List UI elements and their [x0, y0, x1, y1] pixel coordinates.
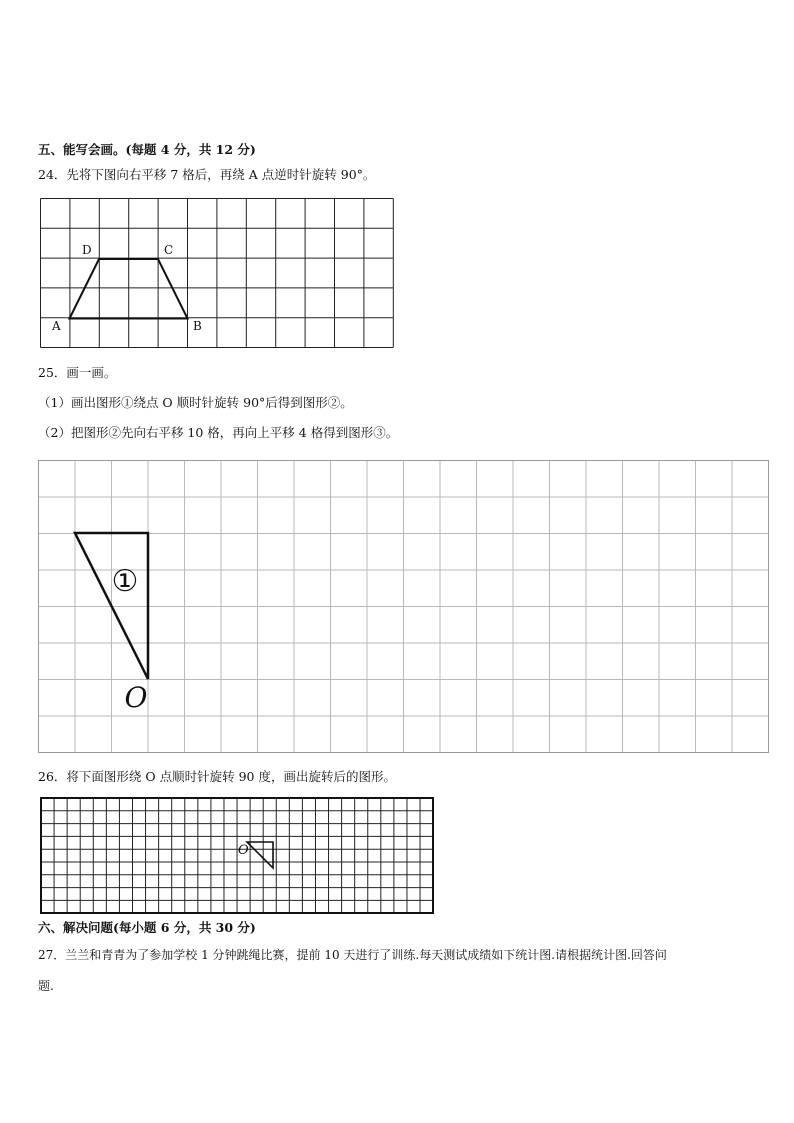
point-label-a: A: [52, 319, 61, 333]
section-six-heading: 六、解决问题(每小题 6 分，共 30 分): [38, 920, 256, 935]
question-26-text: 26．将下面图形绕 O 点顺时针旋转 90 度，画出旋转后的图形。: [38, 769, 396, 784]
question-25-part-2: （2）把图形②先向右平移 10 格，再向上平移 4 格得到图形③。: [38, 425, 399, 440]
point-label-c: C: [164, 243, 174, 257]
question-27-line-1: 27．兰兰和青青为了参加学校 1 分钟跳绳比赛，提前 10 天进行了训练.每天测试成绩如下统计图.请根据统计图.回答问: [38, 948, 667, 962]
small-triangle: [247, 842, 273, 868]
point-o-label-26: O: [238, 843, 249, 858]
question-25-part-1: （1）画出图形①绕点 O 顺时针旋转 90°后得到图形②。: [38, 395, 353, 410]
question-24-text: 24．先将下图向右平移 7 格后，再绕 A 点逆时针旋转 90°。: [38, 167, 376, 182]
question-25-grid: [38, 460, 769, 753]
question-24-grid: [40, 198, 394, 348]
question-26-grid: [40, 797, 434, 915]
point-label-b: B: [193, 319, 202, 333]
point-label-d: D: [82, 243, 92, 257]
question-25-title: 25．画一画。: [38, 365, 117, 380]
question-27-line-2: 题.: [38, 979, 54, 993]
figure-1-label: ①: [111, 564, 139, 599]
point-o-label: O: [124, 681, 148, 714]
section-five-heading: 五、能写会画。(每题 4 分，共 12 分): [38, 142, 256, 157]
